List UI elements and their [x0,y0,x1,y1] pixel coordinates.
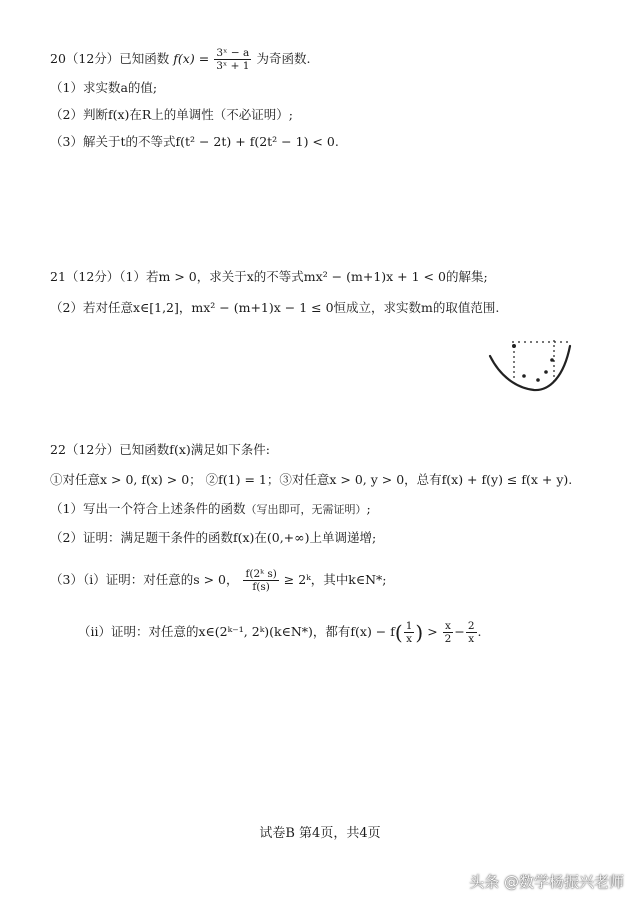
q22-part3i-post: ≥ 2ᵏ，其中k∈N*; [283,572,387,587]
q22-x-over-2 [443,620,454,645]
q22-2-over-x [466,620,477,645]
q22-part3i-pre: （3）（i）证明：对任意的s > 0， [50,572,239,587]
q22-part1 [50,501,371,518]
q20-part3: （3）解关于t的不等式f(t² − 2t) + f(2t² − 1) < 0. [50,134,339,149]
page-footer: 试卷B 第4页，共4页 [259,826,381,841]
q22-greater-than: > [427,624,438,639]
q22-a-denominator: 2 [444,633,452,645]
q22-part2: （2）证明：满足题干条件的函数f(x)在(0,+∞)上单调递增; [50,530,377,545]
q20-tail: 为奇函数. [256,51,311,66]
q22-b-denominator: x [468,633,475,645]
q22-part1-text: （1）写出一个符合上述条件的函数 [50,501,246,516]
q22-part1-note: （写出即可，无需证明） [245,503,367,516]
q22-part1-end: ; [366,501,371,516]
q22-part3i-numerator: f(2ᵏ s) [245,568,277,580]
q22-part3ii-end: . [477,624,482,639]
q22-minus: − [454,624,465,639]
q22-heading: 22（12分）已知函数f(x)满足如下条件: [50,442,270,457]
q21-part2: （2）若对任意x∈[1,2]，mx² − (m+1)x − 1 ≤ 0恒成立，求实数m的取值范围. [50,300,500,315]
q20-fraction [214,47,251,72]
q20-part1: （1）求实数a的值; [50,80,158,95]
q22-part3i-fraction [243,568,278,593]
q22-inner-denominator: x [406,633,412,645]
q22-conditions: ①对任意x > 0, f(x) > 0； ②f(1) = 1；③对任意x > 0, y > 0，总有f(x) + f(y) ≤ f(x + y). [50,472,573,487]
q21-part1: 21（12分）（1）若m > 0，求关于x的不等式mx² − (m+1)x + 1 < 0的解集; [50,269,488,284]
q20-frac-numerator: 3ˣ − a [214,47,251,60]
q22-part3i-denominator: f(s) [252,581,270,593]
q22-inner-fraction [404,620,415,645]
q22-a-numerator: x [443,620,454,633]
q22-open-paren: ( [394,620,403,645]
q20-function: f(x) [173,51,195,66]
q22-close-paren: ) [415,620,424,645]
watermark-text: 头条 @数学杨振兴老师 [469,873,624,891]
q20-equals: = [198,51,210,66]
q22-part3ii [78,620,482,645]
q22-inner-numerator: 1 [405,620,413,632]
handdrawn-parabola-sketch [486,336,576,398]
q20-frac-denominator: 3ˣ + 1 [216,60,250,72]
q20-part2: （2）判断f(x)在R上的单调性（不必证明）; [50,107,294,122]
q22-part3i [50,568,386,593]
q20-heading [50,47,310,72]
q22-b-numerator: 2 [467,620,475,632]
q22-part3ii-pre: （ii）证明：对任意的x∈(2ᵏ⁻¹, 2ᵏ)(k∈N*)，都有f(x) − f [78,624,395,639]
q20-head-text: 20（12分）已知函数 [50,51,170,66]
